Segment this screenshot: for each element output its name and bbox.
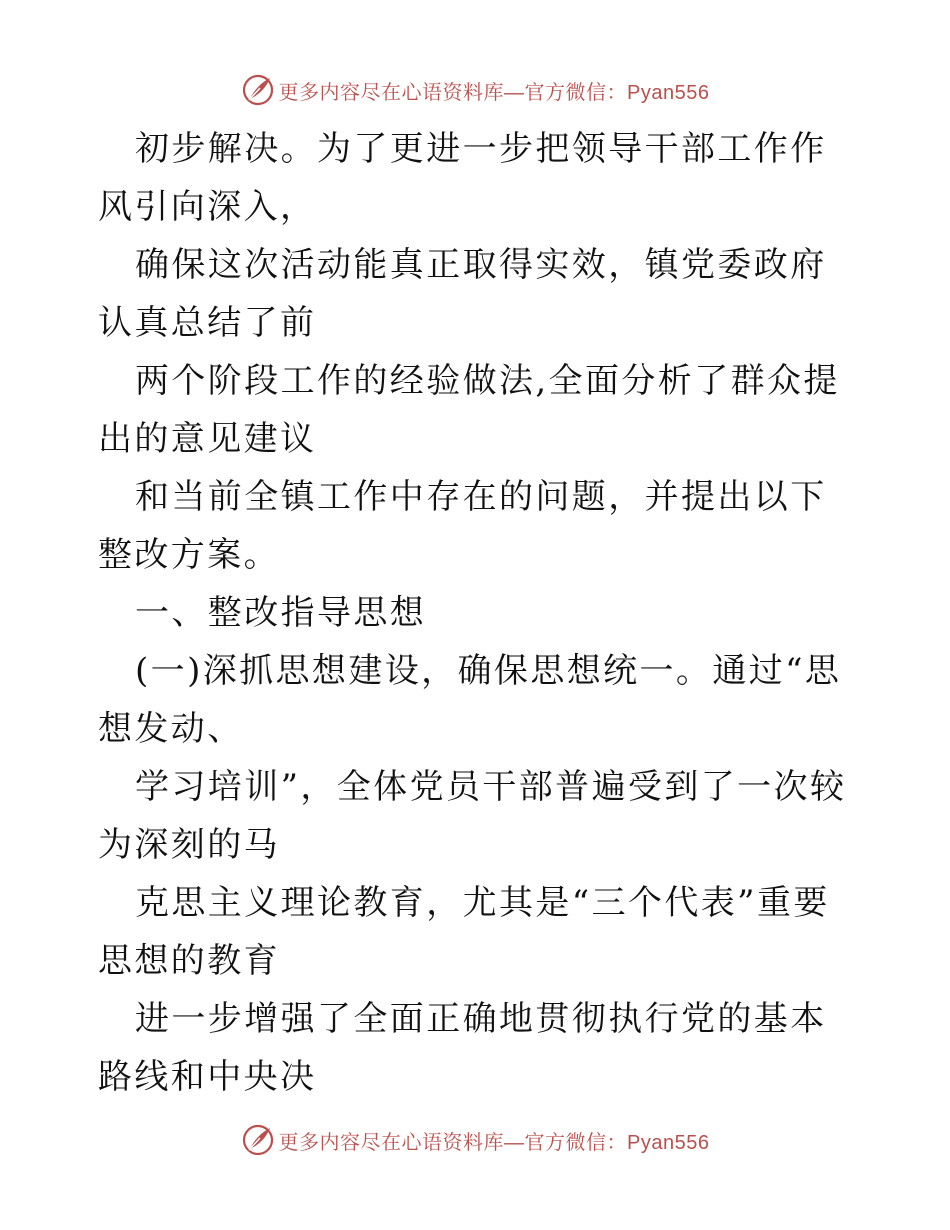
document-body (98, 120, 858, 1106)
header-watermark (0, 70, 950, 110)
paragraph-4: 和当前全镇工作中存在的问题，并提出以下整改方案。 (98, 477, 827, 575)
paragraph-1: 初步解决。为了更进一步把领导干部工作作风引向深入， (98, 129, 827, 227)
paragraph-6: 学习培训”，全体党员干部普遍受到了一次较为深刻的马 (98, 767, 847, 865)
section-heading: 一、整改指导思想 (135, 593, 427, 633)
paragraph-8: 进一步增强了全面正确地贯彻执行党的基本路线和中央决 (98, 999, 827, 1097)
paragraph-5: (一)深抓思想建设，确保思想统一。通过“思想发动、 (98, 651, 842, 749)
paragraph-3: 两个阶段工作的经验做法,全面分析了群众提出的意见建议 (98, 361, 840, 459)
watermark-text: 更多内容尽在心语资料库—官方微信：Pyan556 (278, 81, 710, 104)
paragraph-2: 确保这次活动能真正取得实效，镇党委政府认真总结了前 (98, 245, 827, 343)
feather-pen-icon (241, 73, 275, 107)
paragraph-7: 克思主义理论教育，尤其是“三个代表”重要思想的教育 (98, 883, 830, 981)
feather-pen-icon (241, 1123, 275, 1157)
footer-watermark (0, 1120, 950, 1160)
watermark-text: 更多内容尽在心语资料库—官方微信：Pyan556 (278, 1131, 710, 1154)
